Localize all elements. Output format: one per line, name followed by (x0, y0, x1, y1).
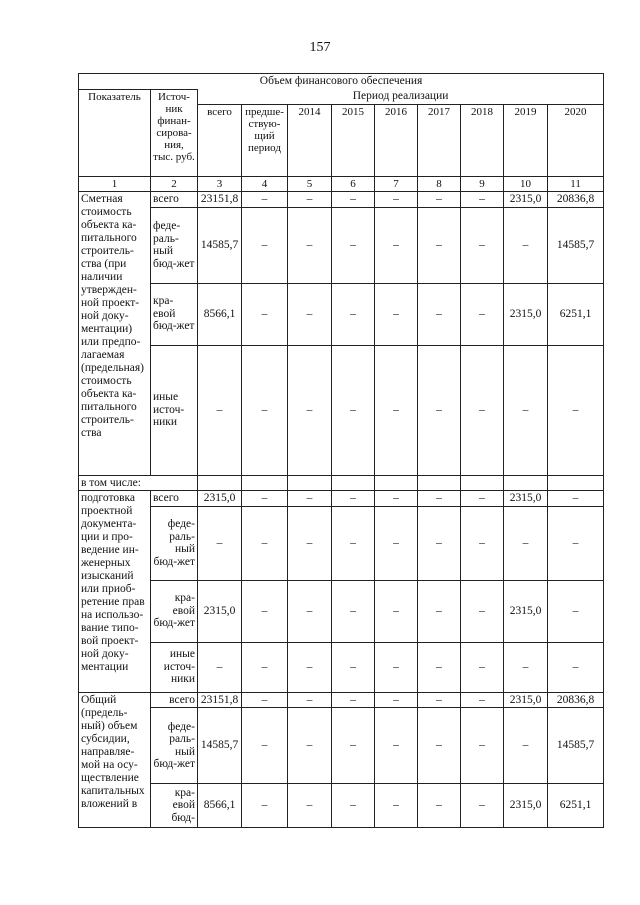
col-number: 10 (504, 176, 548, 192)
source-total: всего (151, 192, 198, 208)
total-header: всего (198, 104, 242, 176)
value-cell: – (242, 642, 288, 692)
table-row (79, 345, 604, 475)
value-cell: – (375, 283, 418, 345)
value-cell: – (504, 207, 548, 283)
financing-table (78, 73, 604, 828)
value-cell: – (418, 642, 461, 692)
value-cell: – (332, 207, 375, 283)
value-cell: – (461, 642, 504, 692)
value-cell: – (288, 345, 332, 475)
value-cell: – (418, 708, 461, 784)
value-cell: – (418, 506, 461, 580)
col-number: 7 (375, 176, 418, 192)
value-cell: – (418, 345, 461, 475)
table-row (79, 642, 604, 692)
table-row (79, 207, 604, 283)
value-cell: 2315,0 (504, 192, 548, 208)
col-number: 2 (151, 176, 198, 192)
table-row (79, 692, 604, 708)
source-federal: феде-раль-ный бюд-жет (151, 207, 198, 283)
value-cell: 14585,7 (548, 207, 604, 283)
source-other: иные источ-ники (151, 642, 198, 692)
value-cell: – (461, 207, 504, 283)
value-cell: – (418, 207, 461, 283)
table-row (79, 491, 604, 507)
col-number: 6 (332, 176, 375, 192)
value-cell: – (375, 784, 418, 828)
source-total: всего (151, 491, 198, 507)
value-cell: 23151,8 (198, 192, 242, 208)
value-cell: – (375, 506, 418, 580)
value-cell: – (332, 283, 375, 345)
indicator-design-docs: подготовка проектной документа-ции и про-ведение ин-женерных изысканий или приоб-ретение прав на использо-вание типо-вой проект-ной доку-ментации (79, 491, 151, 693)
including-label: в том числе: (79, 475, 198, 491)
value-cell: – (418, 192, 461, 208)
value-cell: 2315,0 (198, 491, 242, 507)
value-cell: – (288, 642, 332, 692)
year-header: 2017 (418, 104, 461, 176)
value-cell: – (288, 580, 332, 642)
indicator-estimated-cost: Сметная стоимость объекта ка-питального строитель-ства (при наличии утвержден-ной проект-ной доку-ментации) или предпо-лагаемая (предельная) стоимость объекта ка-питального строитель-ства (79, 192, 151, 476)
value-cell: 8566,1 (198, 784, 242, 828)
value-cell: – (332, 345, 375, 475)
value-cell: 2315,0 (504, 692, 548, 708)
value-cell: – (418, 491, 461, 507)
value-cell: 6251,1 (548, 283, 604, 345)
value-cell: 2315,0 (504, 491, 548, 507)
value-cell: – (332, 784, 375, 828)
value-cell: – (288, 192, 332, 208)
table-row (79, 506, 604, 580)
value-cell: 14585,7 (548, 708, 604, 784)
value-cell: – (242, 692, 288, 708)
value-cell: – (242, 784, 288, 828)
year-header: 2016 (375, 104, 418, 176)
value-cell: – (375, 642, 418, 692)
value-cell: – (288, 207, 332, 283)
value-cell: – (198, 642, 242, 692)
year-header: 2019 (504, 104, 548, 176)
table-row (79, 708, 604, 784)
value-cell: – (332, 642, 375, 692)
value-cell: 14585,7 (198, 207, 242, 283)
value-cell: 14585,7 (198, 708, 242, 784)
year-header: 2020 (548, 104, 604, 176)
value-cell: 2315,0 (198, 580, 242, 642)
value-cell: – (242, 345, 288, 475)
value-cell: – (375, 491, 418, 507)
value-cell: – (418, 283, 461, 345)
value-cell: – (504, 708, 548, 784)
table-row (79, 475, 604, 491)
year-header: 2015 (332, 104, 375, 176)
value-cell: – (242, 506, 288, 580)
source-regional: кра-евой бюд-жет (151, 580, 198, 642)
value-cell: 2315,0 (504, 784, 548, 828)
year-header: 2014 (288, 104, 332, 176)
value-cell: – (288, 506, 332, 580)
value-cell: – (332, 192, 375, 208)
value-cell: – (418, 784, 461, 828)
value-cell: – (418, 692, 461, 708)
value-cell: – (461, 506, 504, 580)
value-cell: – (548, 580, 604, 642)
value-cell: – (461, 708, 504, 784)
value-cell: – (375, 207, 418, 283)
value-cell: – (242, 491, 288, 507)
table-row (79, 784, 604, 828)
table-row (79, 283, 604, 345)
value-cell: – (242, 283, 288, 345)
volume-header: Объем финансового обеспечения (79, 74, 604, 90)
value-cell: – (548, 642, 604, 692)
source-regional: кра-евой бюд-жет (151, 283, 198, 345)
value-cell: – (504, 642, 548, 692)
indicator-header: Показатель (79, 89, 151, 176)
value-cell: – (332, 491, 375, 507)
source-header: Источ-ник финан-сирова-ния, тыс. руб. (151, 89, 198, 176)
value-cell: – (461, 692, 504, 708)
value-cell: 20836,8 (548, 192, 604, 208)
value-cell: – (375, 345, 418, 475)
value-cell: 6251,1 (548, 784, 604, 828)
year-header: 2018 (461, 104, 504, 176)
col-number: 4 (242, 176, 288, 192)
value-cell: 2315,0 (504, 580, 548, 642)
table-row (79, 580, 604, 642)
value-cell: – (461, 345, 504, 475)
source-regional: кра-евой бюд- (151, 784, 198, 828)
source-federal: феде-раль-ный бюд-жет (151, 708, 198, 784)
value-cell: – (375, 192, 418, 208)
value-cell: 23151,8 (198, 692, 242, 708)
value-cell: – (242, 708, 288, 784)
value-cell: – (548, 345, 604, 475)
table-row (79, 192, 604, 208)
prior-period-header: предше-ствую-щий период (242, 104, 288, 176)
value-cell: – (288, 491, 332, 507)
period-header: Период реализации (198, 89, 604, 104)
source-federal: феде-раль-ный бюд-жет (151, 506, 198, 580)
value-cell: – (548, 491, 604, 507)
page-number: 157 (309, 40, 331, 55)
value-cell: – (461, 491, 504, 507)
col-number: 5 (288, 176, 332, 192)
value-cell: 2315,0 (504, 283, 548, 345)
value-cell: – (375, 580, 418, 642)
value-cell: – (242, 207, 288, 283)
value-cell: – (288, 283, 332, 345)
value-cell: 8566,1 (198, 283, 242, 345)
col-number: 3 (198, 176, 242, 192)
value-cell: – (332, 692, 375, 708)
value-cell: – (461, 580, 504, 642)
value-cell: – (375, 692, 418, 708)
col-number: 9 (461, 176, 504, 192)
value-cell: – (288, 708, 332, 784)
value-cell: – (332, 506, 375, 580)
value-cell: – (504, 345, 548, 475)
value-cell: – (504, 506, 548, 580)
value-cell: – (288, 784, 332, 828)
value-cell: – (418, 580, 461, 642)
col-number: 1 (79, 176, 151, 192)
value-cell: – (375, 708, 418, 784)
value-cell: – (242, 192, 288, 208)
value-cell: – (332, 708, 375, 784)
value-cell: – (288, 692, 332, 708)
value-cell: 20836,8 (548, 692, 604, 708)
value-cell: – (548, 506, 604, 580)
indicator-total-subsidy: Общий (предель-ный) объем субсидии, направляе-мой на осу-ществление капитальных вложений в (79, 692, 151, 828)
value-cell: – (198, 345, 242, 475)
value-cell: – (242, 580, 288, 642)
value-cell: – (461, 192, 504, 208)
source-other: иные источ-ники (151, 345, 198, 475)
col-number: 11 (548, 176, 604, 192)
value-cell: – (198, 506, 242, 580)
value-cell: – (461, 784, 504, 828)
col-number: 8 (418, 176, 461, 192)
value-cell: – (461, 283, 504, 345)
value-cell: – (332, 580, 375, 642)
source-total: всего (151, 692, 198, 708)
